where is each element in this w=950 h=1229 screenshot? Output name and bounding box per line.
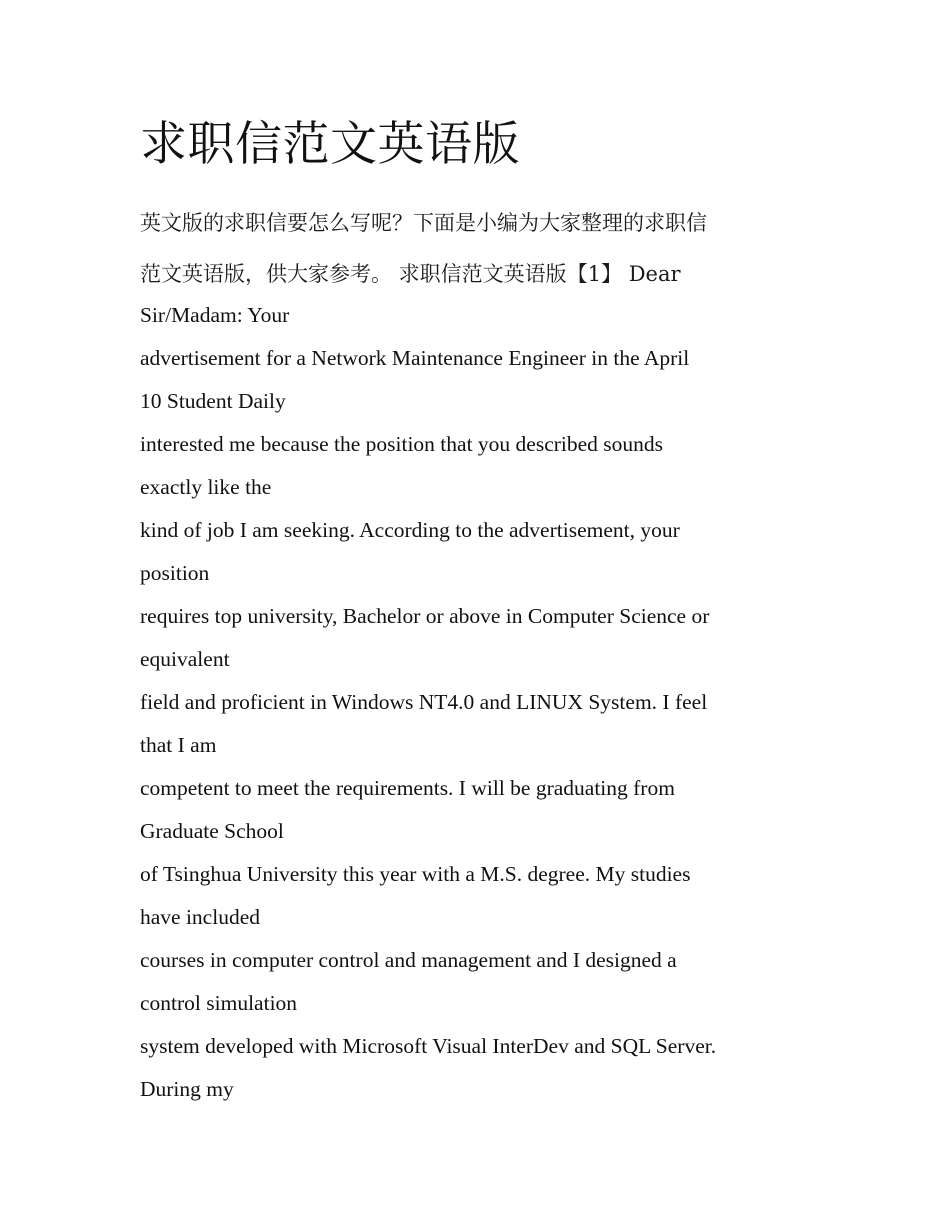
body-line: requires top university, Bachelor or above in Computer Science or [140,604,710,628]
intro-paragraph [140,198,820,300]
body-line: equivalent [140,647,230,671]
body-line: field and proficient in Windows NT4.0 and LINUX System. I feel [140,690,708,714]
body-line: During my [140,1077,234,1101]
body-line: courses in computer control and management and I designed a [140,948,677,972]
body-line: 10 Student Daily [140,389,286,413]
body-line: position [140,561,210,585]
body-line: Sir/Madam: Your [140,303,290,327]
intro-line: 英文版的求职信要怎么写呢？下面是小编为大家整理的求职信 [140,211,707,235]
document-page [140,112,820,1111]
intro-line: 范文英语版，供大家参考。 求职信范文英语版【1】 Dear [140,262,681,286]
body-line: control simulation [140,991,298,1015]
body-line: that I am [140,733,217,757]
document-title: 求职信范文英语版 [140,117,520,172]
body-line: of Tsinghua University this year with a M.S. degree. My studies [140,862,691,886]
body-line: system developed with Microsoft Visual InterDev and SQL Server. [140,1034,717,1058]
body-line: interested me because the position that you described sounds [140,432,664,456]
body-line: have included [140,905,260,929]
body-line: Graduate School [140,819,284,843]
body-line: advertisement for a Network Maintenance Engineer in the April [140,346,690,370]
body-line: exactly like the [140,475,272,499]
body-line: competent to meet the requirements. I will be graduating from [140,776,675,800]
letter-body [140,294,820,1111]
body-line: kind of job I am seeking. According to the advertisement, your [140,518,680,542]
